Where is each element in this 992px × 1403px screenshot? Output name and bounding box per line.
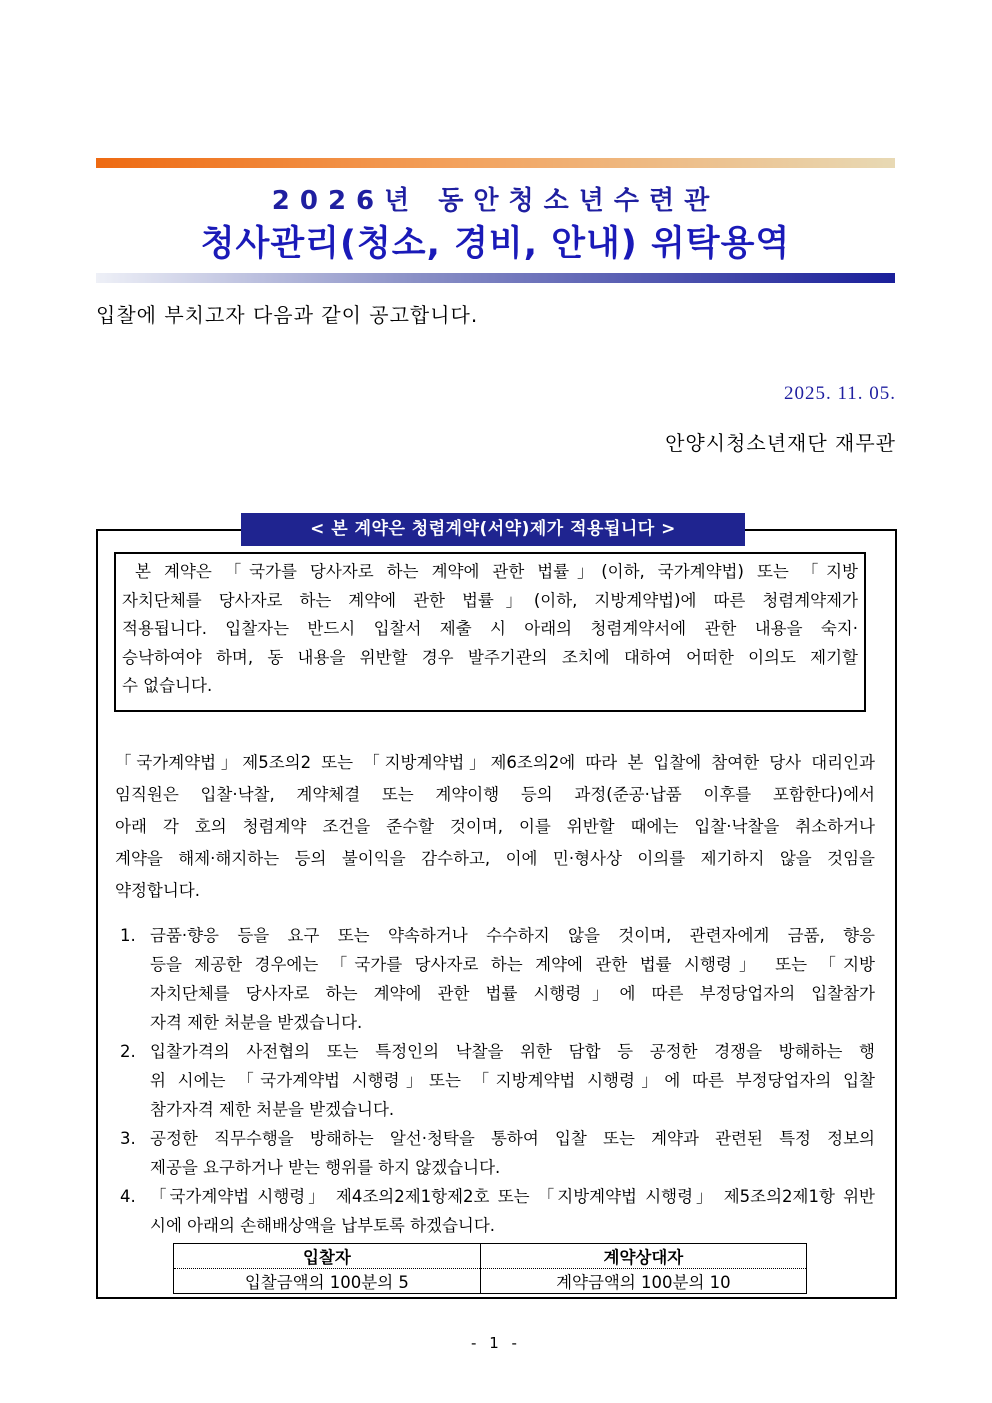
item-line: 자격 제한 처분을 받겠습니다. <box>150 1013 363 1032</box>
pledge-line: 아래 각 호의 청렴계약 조건을 준수할 것이며, 이를 위반할 때에는 입찰·낙찰을 취소하거나 <box>115 817 875 836</box>
item-line: 「국가계약법 시행령」 제4조의2제1항제2호 또는 「지방계약법 시행령」 제5조의2제1항 위반 <box>150 1187 875 1206</box>
page-number: - 1 - <box>471 1334 521 1352</box>
pledge-line: 임직원은 입찰·낙찰, 계약체결 또는 계약이행 등의 과정(준공·납품 이후를 포함한다)에서 <box>115 785 875 804</box>
item-line: 참가자격 제한 처분을 받겠습니다. <box>150 1100 395 1119</box>
issuing-organization: 안양시청소년재단 재무관 <box>665 431 896 455</box>
item-line: 자치단체를 당사자로 하는 계약에 관한 법률 시행령」에 따른 부정당업자의 입찰참가 <box>150 984 875 1003</box>
title-service-name: 청사관리(청소, 경비, 안내) 위탁용역 <box>200 224 791 264</box>
pledge-line: 「국가계약법」제5조의2 또는 「지방계약법」제6조의2에 따라 본 입찰에 참여한 당사 대리인과 <box>115 753 875 772</box>
notice-line: 적용됩니다. 입찰자는 반드시 입찰서 제출 시 아래의 청렴계약서에 관한 내용을 숙지· <box>122 619 858 638</box>
pledge-line: 계약을 해제·해지하는 등의 불이익을 감수하고, 이에 민·형사상 이의를 제기하지 않을 것임을 <box>115 849 875 868</box>
table-cell-contractor-amount: 계약금액의 100분의 10 <box>480 1269 806 1294</box>
item-number: 2. <box>120 1042 136 1061</box>
damages-table <box>173 1243 807 1294</box>
item-line: 위 시에는 「국가계약법 시행령」또는 「지방계약법 시행령」에 따른 부정당업자의 입찰 <box>150 1071 875 1090</box>
item-number: 1. <box>120 926 136 945</box>
pledge-item-2 <box>120 1037 875 1124</box>
pledge-line: 약정합니다. <box>115 881 200 900</box>
table-header-row <box>174 1244 807 1269</box>
item-line: 등을 제공한 경우에는 「국가를 당사자로 하는 계약에 관한 법률 시행령」 또는 「지방 <box>150 955 875 974</box>
integrity-notice <box>114 552 866 712</box>
table-cell-bidder-amount: 입찰금액의 100분의 5 <box>174 1269 481 1294</box>
integrity-banner: < 본 계약은 청렴계약(서약)제가 적용됩니다 > <box>241 513 745 546</box>
pledge-items <box>120 921 875 1240</box>
pledge-item-1 <box>120 921 875 1037</box>
notice-line: 본 계약은 「국가를 당사자로 하는 계약에 관한 법률」(이하, 국가계약법) 또는 「지방 <box>122 562 858 581</box>
table-header-bidder: 입찰자 <box>174 1244 481 1269</box>
pledge-paragraph <box>115 747 875 907</box>
item-line: 제공을 요구하거나 받는 행위를 하지 않겠습니다. <box>150 1158 501 1177</box>
announcement-date: 2025. 11. 05. <box>783 383 896 404</box>
item-line: 금품·향응 등을 요구 또는 약속하거나 수수하지 않을 것이며, 관련자에게 금품, 향응 <box>150 926 875 945</box>
pledge-item-3 <box>120 1124 875 1182</box>
item-line: 입찰가격의 사전협의 또는 특정인의 낙찰을 위한 담합 등 공정한 경쟁을 방해하는 행 <box>150 1042 875 1061</box>
notice-line: 승낙하여야 하며, 동 내용을 위반할 경우 발주기관의 조치에 대하여 어떠한 이의도 제기할 <box>122 647 858 667</box>
bottom-decorative-bar <box>96 273 895 283</box>
pledge-item-4 <box>120 1182 875 1240</box>
table-row <box>174 1269 807 1294</box>
item-line: 공정한 직무수행을 방해하는 알선·청탁을 통하여 입찰 또는 계약과 관련된 특정 정보의 <box>150 1129 875 1148</box>
top-decorative-bar <box>96 158 895 168</box>
notice-line: 수 없습니다. <box>122 676 213 695</box>
title-year-facility: 2026년 동안청소년수련관 <box>271 186 720 216</box>
item-line: 시에 아래의 손해배상액을 납부토록 하겠습니다. <box>150 1216 496 1235</box>
table-header-contractor: 계약상대자 <box>480 1244 806 1269</box>
item-number: 3. <box>120 1129 136 1148</box>
item-number: 4. <box>120 1187 136 1206</box>
notice-line: 자치단체를 당사자로 하는 계약에 관한 법률」(이하, 지방계약법)에 따른 청렴계약제가 <box>122 590 858 610</box>
announcement-intro: 입찰에 부치고자 다음과 같이 공고합니다. <box>96 303 479 327</box>
